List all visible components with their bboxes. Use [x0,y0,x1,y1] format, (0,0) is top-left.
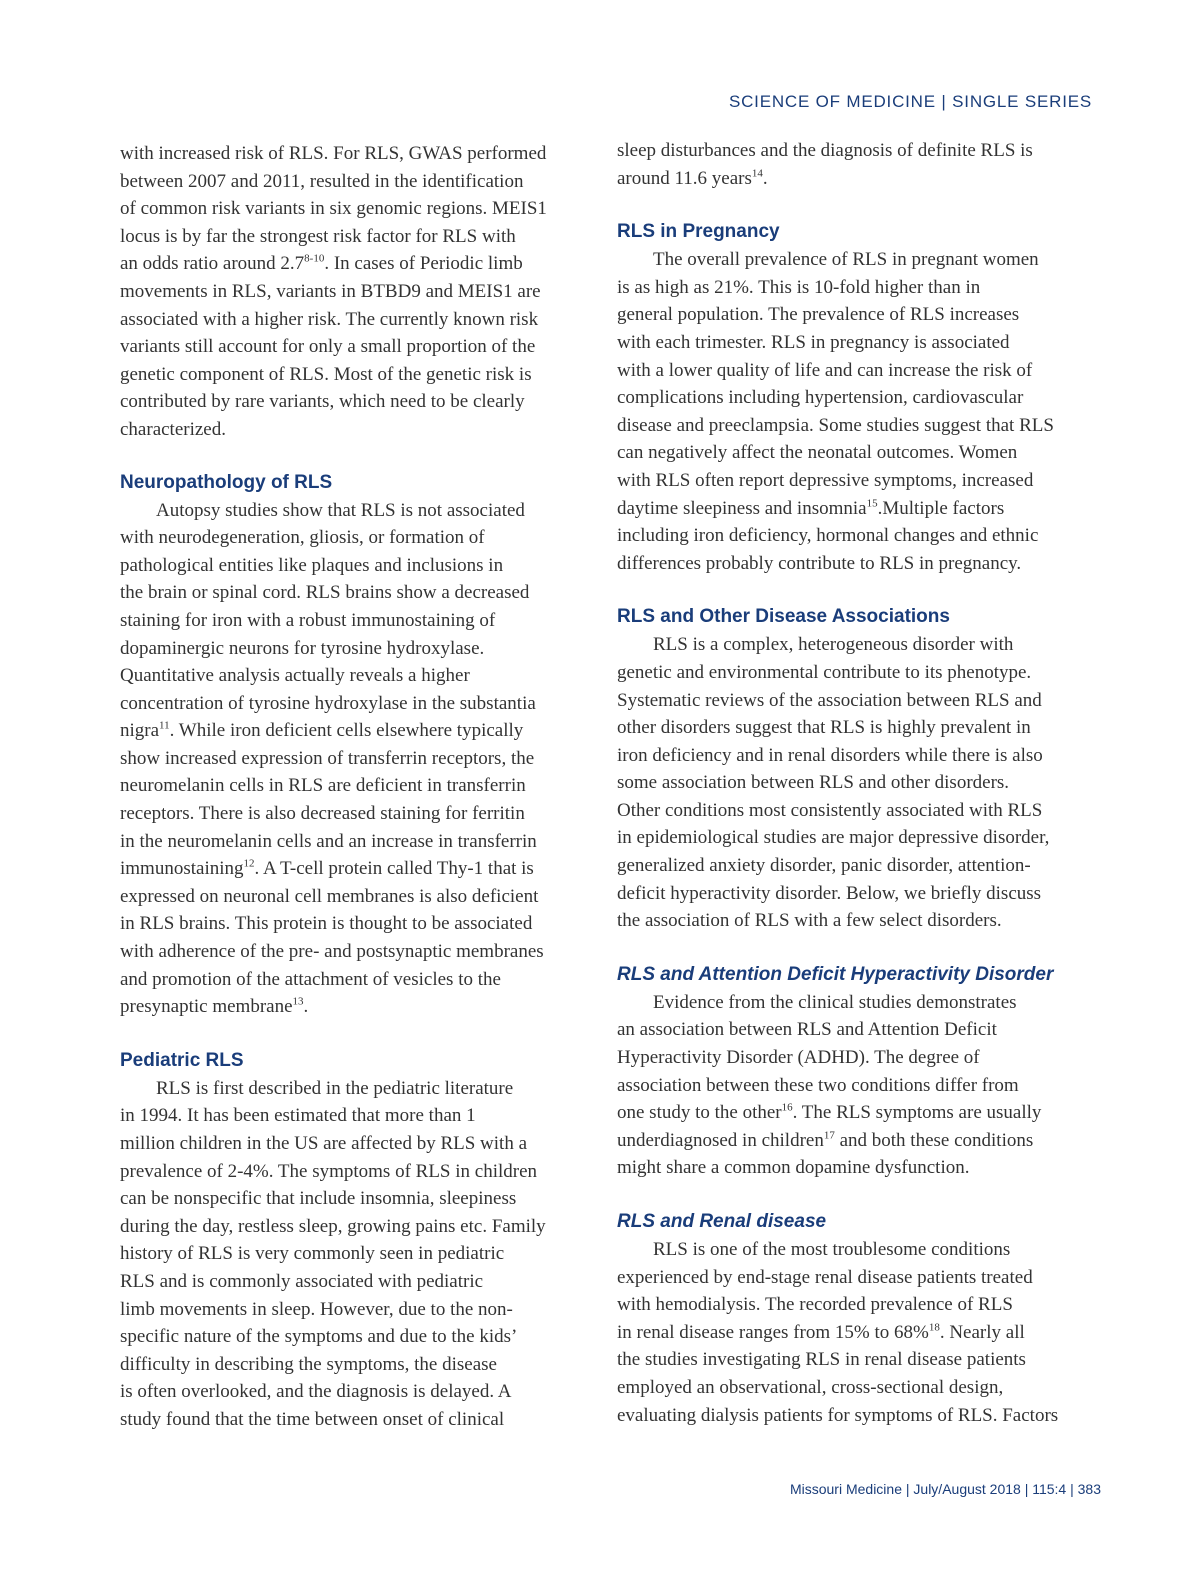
renal-paragraph [617,1236,1092,1429]
text-segment: nigra [120,720,160,742]
text-line: of common risk variants in six genomic regions. MEIS1 [120,198,547,220]
left-column [120,140,594,1434]
text-line: between 2007 and 2011, resulted in the identification [120,170,524,192]
text-line: with each trimester. RLS in pregnancy is associated [617,331,1010,353]
text-line: difficulty in describing the symptoms, the disease [120,1353,497,1375]
text-segment: presynaptic membrane [120,996,293,1018]
text-line: movements in RLS, variants in BTBD9 and MEIS1 are [120,280,541,302]
text-line: experienced by end-stage renal disease patients treated [617,1266,1033,1288]
text-line: disease and preeclampsia. Some studies suggest that RLS [617,414,1054,436]
text-line: neuromelanin cells in RLS are deficient in transferrin [120,775,526,797]
text-line: differences probably contribute to RLS in pregnancy. [617,552,1022,574]
text-line: expressed on neuronal cell membranes is also deficient [120,885,539,907]
text-line: locus is by far the strongest risk factor for RLS with [120,225,516,247]
other-diseases-paragraph [617,631,1092,935]
text-line: in epidemiological studies are major depressive disorder, [617,827,1050,849]
text-line [617,1319,1092,1347]
text-segment: an odds ratio around 2.7 [120,253,305,275]
text-segment: around 11.6 years [617,167,752,189]
text-line: can negatively affect the neonatal outcomes. Women [617,442,1018,464]
text-line [617,1127,1092,1155]
text-line: iron deficiency and in renal disorders while there is also [617,744,1043,766]
citation-ref: 16 [781,1101,793,1114]
text-line: can be nonspecific that include insomnia, sleepiness [120,1188,517,1210]
text-line: with a lower quality of life and can increase the risk of [617,359,1033,381]
text-line: during the day, restless sleep, growing pains etc. Family [120,1215,546,1237]
text-line: Quantitative analysis actually reveals a higher [120,665,470,687]
text-line: dopaminergic neurons for tyrosine hydroxylase. [120,637,485,659]
running-head: SCIENCE OF MEDICINE | SINGLE SERIES [728,92,1092,111]
text-line: employed an observational, cross-sectional design, [617,1376,1004,1398]
citation-ref: 15 [866,497,878,510]
text-line: limb movements in sleep. However, due to the non- [120,1298,513,1320]
text-line: associated with a higher risk. The currently known risk [120,308,539,330]
text-line: million children in the US are affected by RLS with a [120,1133,527,1154]
text-line: the brain or spinal cord. RLS brains show a decreased [120,582,530,604]
text-segment: . The RLS symptoms are usually [792,1102,1042,1124]
text-line: complications including hypertension, cardiovascular [617,387,1024,409]
text-line: in RLS brains. This protein is thought to be associated [120,913,533,935]
text-line: prevalence of 2-4%. The symptoms of RLS in children [120,1160,538,1182]
citation-ref: 11 [159,719,170,732]
text-line: with increased risk of RLS. For RLS, GWAS performed [120,143,547,164]
text-line: RLS and is commonly associated with pediatric [120,1270,484,1292]
text-line: some association between RLS and other disorders. [617,772,1010,794]
text-line [617,1099,1092,1127]
text-segment: . Nearly all [939,1321,1025,1343]
section-heading-other-diseases: RLS and Other Disease Associations [617,606,950,628]
text-line [120,250,594,278]
text-line: characterized. [120,418,226,440]
text-segment: .Multiple factors [877,497,1005,519]
citation-ref: 17 [823,1129,835,1142]
citation-ref: 12 [243,857,255,870]
text-line: sleep disturbances and the diagnosis of definite RLS is [617,140,1033,161]
text-line: generalized anxiety disorder, panic disorder, attention- [617,855,1031,877]
text-line: in 1994. It has been estimated that more than 1 [120,1105,476,1127]
text-line: is as high as 21%. This is 10-fold higher than in [617,276,981,298]
text-line: with hemodialysis. The recorded prevalence of RLS [617,1294,1013,1316]
text-segment: daytime sleepiness and insomnia [617,497,867,519]
text-line: general population. The prevalence of RLS increases [617,304,1020,326]
continuation-paragraph [617,137,1092,192]
text-line: the studies investigating RLS in renal disease patients [617,1349,1026,1371]
text-line: association between these two conditions differ from [617,1074,1019,1096]
neuropathology-paragraph [120,497,594,1021]
text-line: specific nature of the symptoms and due to the kids’ [120,1326,518,1348]
text-segment: . [762,167,768,189]
text-line: evaluating dialysis patients for symptoms of RLS. Factors [617,1404,1059,1426]
text-line: with neurodegeneration, gliosis, or formation of [120,527,485,549]
text-line [617,495,1092,523]
text-line: study found that the time between onset of clinical [120,1408,505,1430]
section-heading-adhd: RLS and Attention Deficit Hyperactivity Disorder [617,963,1054,985]
text-line: variants still account for only a small proportion of the [120,336,536,358]
text-line: concentration of tyrosine hydroxylase in the substantia [120,692,536,714]
text-segment: . A T-cell protein called Thy-1 that is [254,858,534,880]
text-segment: . While iron deficient cells elsewhere typically [169,720,524,742]
text-line: genetic and environmental contribute to its phenotype. [617,661,1032,683]
citation-ref: 13 [292,995,304,1008]
text-line: show increased expression of transferrin receptors, the [120,747,535,769]
text-line: other disorders suggest that RLS is highly prevalent in [617,717,1031,739]
text-line: Other conditions most consistently associated with RLS [617,799,1043,821]
text-line: RLS is one of the most troublesome conditions [653,1239,1011,1260]
right-column [617,137,1092,1429]
text-line: including iron deficiency, hormonal changes and ethnic [617,525,1039,547]
text-segment: . [303,996,309,1018]
text-line: the association of RLS with a few select disorders. [617,910,1002,932]
text-line: deficit hyperactivity disorder. Below, we briefly discuss [617,882,1042,904]
text-line: and promotion of the attachment of vesicles to the [120,968,501,990]
section-heading-neuropathology: Neuropathology of RLS [120,471,333,493]
intro-paragraph [120,140,594,444]
page-footer: Missouri Medicine | July/August 2018 | 115:4 | 383 [789,1481,1101,1497]
text-line [617,165,1092,193]
text-line: The overall prevalence of RLS in pregnant women [653,249,1039,271]
text-line: receptors. There is also decreased staining for ferritin [120,803,525,825]
text-line: Hyperactivity Disorder (ADHD). The degree of [617,1047,980,1069]
text-line: with RLS often report depressive symptoms, increased [617,469,1034,491]
text-segment: one study to the other [617,1102,782,1124]
text-line: might share a common dopamine dysfunction. [617,1157,970,1179]
pediatric-paragraph [120,1075,594,1434]
section-heading-pregnancy: RLS in Pregnancy [617,221,780,243]
text-line [120,855,594,883]
text-segment: underdiagnosed in children [617,1129,824,1151]
text-line [120,993,594,1021]
text-line: contributed by rare variants, which need to be clearly [120,391,525,413]
text-line: Evidence from the clinical studies demonstrates [653,991,1017,1013]
text-segment: in renal disease ranges from 15% to 68% [617,1321,929,1343]
text-segment: immunostaining [120,858,244,880]
text-line: in the neuromelanin cells and an increase in transferrin [120,830,537,852]
pregnancy-paragraph [617,246,1092,577]
text-segment: and both these conditions [834,1129,1034,1151]
citation-ref: 8-10 [304,253,325,266]
text-line: pathological entities like plaques and inclusions in [120,554,504,576]
citation-ref: 18 [928,1321,940,1334]
text-line: staining for iron with a robust immunostaining of [120,609,496,631]
text-line: an association between RLS and Attention Deficit [617,1019,997,1041]
section-heading-renal: RLS and Renal disease [617,1211,827,1232]
text-line: genetic component of RLS. Most of the genetic risk is [120,363,532,385]
text-line: RLS is a complex, heterogeneous disorder with [653,634,1014,656]
text-line: Autopsy studies show that RLS is not associated [156,499,525,521]
text-line: is often overlooked, and the diagnosis is delayed. A [120,1381,512,1403]
section-heading-pediatric: Pediatric RLS [120,1049,244,1071]
adhd-paragraph [617,989,1092,1182]
text-line: with adherence of the pre- and postsynaptic membranes [120,941,544,963]
text-line: RLS is first described in the pediatric literature [156,1077,514,1099]
text-line: history of RLS is very commonly seen in pediatric [120,1243,505,1265]
text-line: Systematic reviews of the association between RLS and [617,689,1042,711]
citation-ref: 14 [751,167,763,180]
text-line [120,717,594,745]
text-segment: . In cases of Periodic limb [324,253,523,275]
